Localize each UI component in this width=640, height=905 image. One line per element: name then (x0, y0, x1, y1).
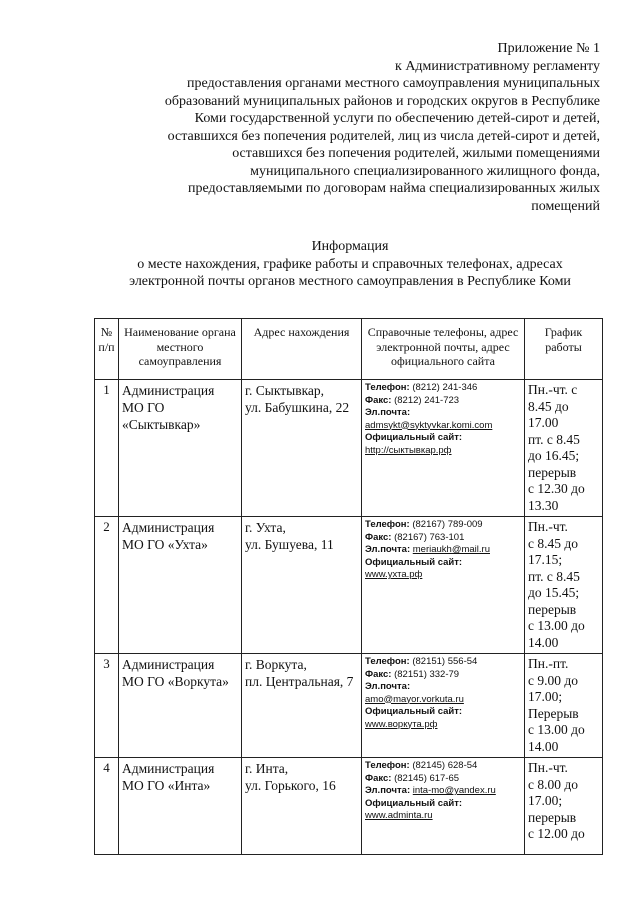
email-link[interactable]: meriaukh@mail.ru (412, 544, 490, 555)
name-line: Администрация (122, 520, 215, 535)
name-line: «Сыктывкар» (122, 417, 201, 432)
hours-line: 17.00; (528, 793, 563, 808)
name-line: МО ГО «Ухта» (122, 537, 208, 552)
row-num: 4 (95, 758, 119, 855)
hours-line: пт. с 8.45 (528, 431, 580, 447)
site-label: Официальный сайт: (365, 556, 463, 568)
row-num: 1 (95, 380, 119, 517)
hours-line: 14.00 (528, 738, 559, 754)
hours-line: с 8.00 до (528, 776, 578, 792)
document-heading (60, 238, 640, 291)
row-name (119, 380, 242, 517)
site-link[interactable]: www.воркута.рф (365, 718, 438, 730)
site-link[interactable]: www.ухта.рф (365, 569, 423, 580)
header-name: Наименование органа местного самоуправления (119, 319, 242, 380)
table-row (95, 517, 603, 654)
hours-line: с 8.45 до (528, 535, 578, 551)
name-line: Администрация (122, 761, 215, 776)
row-contacts (362, 380, 525, 517)
address-line: г. Инта, (245, 761, 289, 776)
site-link[interactable]: www.adminta.ru (365, 810, 433, 821)
email-link[interactable]: inta-mo@yandex.ru (412, 785, 496, 796)
email-label: Эл.почта: (365, 544, 411, 555)
table-header-row (95, 319, 603, 380)
hours-line: 17.00 (528, 415, 559, 430)
hours-line: с 9.00 до (528, 672, 578, 688)
hours-line: 14.00 (528, 634, 559, 650)
table-row (95, 380, 603, 517)
hours-line: с 13.00 до (528, 618, 585, 633)
hours-line: до 15.45; (528, 585, 580, 600)
appendix-line: к Административному регламенту (395, 58, 600, 74)
email-label: Эл.почта: (365, 785, 411, 796)
phone-value: (82151) 556-54 (412, 656, 478, 667)
fax-value: (8212) 241-723 (394, 394, 460, 406)
hours-line: перерыв (528, 464, 577, 480)
fax-value: (82151) 332-79 (394, 668, 460, 680)
row-contacts (362, 758, 525, 855)
heading-title: Информация (311, 239, 389, 254)
hours-line: Пн.-чт. (528, 519, 568, 534)
fax-label: Факс: (365, 394, 392, 406)
row-contacts (362, 654, 525, 758)
name-line: Администрация (122, 383, 215, 398)
name-line: Администрация (122, 657, 215, 672)
row-hours (525, 654, 603, 758)
hours-line: 17.15; (528, 552, 563, 567)
hours-line: с 12.30 до (528, 481, 585, 496)
hours-line: с 12.00 до (528, 826, 585, 841)
appendix-line: образований муниципальных районов и городских округов в Республике (164, 93, 600, 109)
email-label: Эл.почта: (365, 681, 411, 692)
fax-label: Факс: (365, 772, 392, 784)
row-hours (525, 517, 603, 654)
hours-line: Перерыв (528, 705, 579, 721)
row-address (242, 380, 362, 517)
fax-label: Факс: (365, 668, 392, 680)
appendix-line: Приложение № 1 (497, 41, 600, 56)
phone-line (365, 382, 521, 395)
hours-line: Пн.-пт. (528, 656, 569, 671)
email-label: Эл.почта: (365, 407, 411, 418)
site-label: Официальный сайт: (365, 797, 463, 809)
address-line: пл. Центральная, 7 (245, 674, 354, 689)
hours-line: 13.30 (528, 497, 559, 513)
phone-line (365, 656, 521, 669)
fax-label: Факс: (365, 531, 392, 543)
site-label: Официальный сайт: (365, 432, 463, 443)
hours-line: Пн.-чт. (528, 760, 568, 775)
address-line: г. Сыктывкар, (245, 383, 325, 398)
address-line: ул. Горького, 16 (245, 778, 336, 793)
header-address: Адрес нахождения (242, 319, 362, 380)
row-num: 2 (95, 517, 119, 654)
fax-line (365, 532, 521, 545)
phone-value: (8212) 241-346 (412, 382, 478, 393)
phone-label: Телефон: (365, 382, 410, 393)
address-line: ул. Бушуева, 11 (245, 537, 334, 552)
heading-subtitle: электронной почты органов местного самоуправления в Республике Коми (129, 274, 571, 289)
header-contacts: Справочные телефоны, адрес электронной почты, адрес официального сайта (362, 319, 525, 380)
name-line: МО ГО «Воркута» (122, 674, 229, 689)
hours-line: пт. с 8.45 (528, 568, 580, 584)
phone-value: (82167) 789-009 (412, 519, 483, 530)
table-row (95, 758, 603, 855)
phone-line (365, 519, 521, 532)
row-num: 3 (95, 654, 119, 758)
name-line: МО ГО (122, 400, 165, 415)
hours-line: перерыв (528, 809, 577, 825)
row-address (242, 654, 362, 758)
row-name (119, 654, 242, 758)
hours-line: с 13.00 до (528, 722, 585, 737)
row-hours (525, 380, 603, 517)
fax-value: (82145) 617-65 (394, 772, 460, 784)
email-line (365, 544, 521, 557)
site-label: Официальный сайт: (365, 706, 463, 717)
row-name (119, 517, 242, 654)
hours-line: перерыв (528, 601, 577, 617)
fax-line (365, 669, 521, 682)
hours-line: 8.45 до (528, 398, 569, 414)
row-hours (525, 758, 603, 855)
appendix-line: муниципального специализированного жилищного фонда, (250, 163, 600, 179)
phone-label: Телефон: (365, 656, 410, 667)
hours-line: до 16.45; (528, 448, 580, 463)
appendix-line: предоставления органами местного самоуправления муниципальных (186, 76, 600, 91)
fax-line (365, 395, 521, 408)
row-name (119, 758, 242, 855)
row-address (242, 758, 362, 855)
header-hours: График работы (525, 319, 603, 380)
name-line: МО ГО «Инта» (122, 778, 211, 793)
row-address (242, 517, 362, 654)
address-line: ул. Бабушкина, 22 (245, 400, 350, 415)
address-line: г. Воркута, (245, 657, 307, 672)
phone-label: Телефон: (365, 760, 410, 771)
site-link[interactable]: http://сыктывкар.рф (365, 444, 452, 456)
appendix-header (120, 40, 600, 215)
appendix-line: оставшихся без попечения родителей, жилыми помещениями (232, 146, 600, 161)
appendix-line: оставшихся без попечения родителей, лиц из числа детей-сирот и детей, (167, 128, 600, 144)
heading-subtitle: о месте нахождения, графике работы и справочных телефонах, адресах (137, 256, 563, 272)
email-line (365, 785, 521, 798)
appendix-line: помещений (531, 198, 600, 214)
appendix-line: предоставляемыми по договорам найма специализированных жилых (188, 181, 600, 196)
hours-line: 17.00; (528, 689, 563, 704)
row-contacts (362, 517, 525, 654)
email-link[interactable]: amo@mayor.vorkuta.ru (365, 693, 464, 705)
fax-line (365, 773, 521, 786)
address-line: г. Ухта, (245, 520, 286, 535)
phone-label: Телефон: (365, 519, 410, 530)
fax-value: (82167) 763-101 (394, 531, 465, 543)
header-num: № п/п (95, 319, 119, 380)
hours-line: Пн.-чт. с (528, 382, 578, 397)
appendix-line: Коми государственной услуги по обеспечению детей-сирот и детей, (194, 111, 600, 126)
table-row (95, 654, 603, 758)
email-link[interactable]: admsykt@syktyvkar.komi.com (365, 419, 493, 431)
phone-value: (82145) 628-54 (412, 760, 478, 771)
phone-line (365, 760, 521, 773)
info-table (94, 318, 603, 855)
